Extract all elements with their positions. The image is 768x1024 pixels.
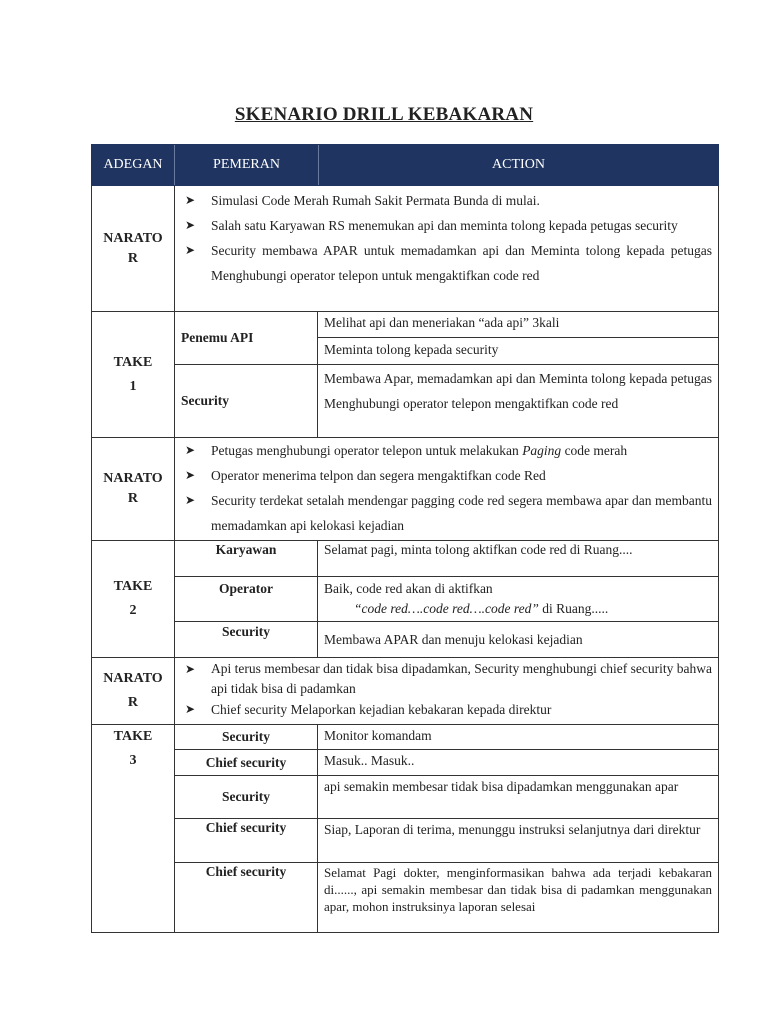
list-item: ➤ Api terus membesar dan tidak bisa dipadamkan, Security menghubungi chief security bahwa api tidak bisa di padamkan — [181, 659, 712, 699]
scene-label-narrator — [92, 186, 175, 311]
action-cell: Siap, Laporan di terima, menunggu instruksi selanjutnya dari direktur — [324, 822, 701, 837]
action-cell: Monitor komandam — [324, 728, 432, 743]
role-cell: Chief security — [175, 819, 318, 862]
table-row — [175, 776, 718, 819]
table-row — [175, 622, 718, 657]
take-1-rows — [175, 312, 718, 437]
table-row — [175, 577, 718, 622]
role-cell: Chief security — [175, 863, 318, 932]
list-item: ➤ Chief security Melaporkan kejadian kebakaran kepada direktur — [181, 699, 712, 720]
table-row — [175, 750, 718, 776]
arrowhead-bullet-icon: ➤ — [185, 218, 196, 232]
scenario-table — [91, 144, 719, 933]
arrowhead-bullet-icon: ➤ — [185, 493, 196, 507]
arrowhead-bullet-icon: ➤ — [185, 193, 196, 207]
take-2-row — [91, 541, 719, 658]
action-cell: Membawa APAR dan menuju kelokasi kejadian — [324, 632, 583, 647]
table-row — [175, 863, 718, 932]
table-row — [175, 365, 718, 437]
action-cell: Selamat Pagi dokter, menginformasikan bahwa ada terjadi kebakaran di......, api semakin membesar dan tidak bisa di padamkan menggunakan apar, mohon instruksinya laporan selesai — [324, 865, 712, 914]
header-pemeran: PEMERAN — [175, 145, 319, 185]
role-cell: Penemu API — [175, 312, 318, 364]
role-cell: Security — [175, 776, 318, 818]
arrowhead-bullet-icon: ➤ — [185, 702, 196, 716]
role-cell: Operator — [175, 577, 318, 621]
header-action: ACTION — [492, 157, 545, 172]
role-cell: Chief security — [175, 750, 318, 775]
arrowhead-bullet-icon: ➤ — [185, 443, 196, 457]
action-cell: Meminta tolong kepada security — [324, 342, 499, 357]
action-cell: Melihat api dan meneriakan “ada api” 3kali — [318, 312, 718, 338]
role-cell: Security — [175, 622, 318, 657]
header-adegan: ADEGAN — [92, 145, 175, 185]
action-cell: Baik, code red akan di aktifkan “code red….code red….code red” di Ruang..... — [324, 581, 609, 616]
action-cell: api semakin membesar tidak bisa dipadamkan menggunakan apar — [324, 779, 679, 794]
scene-label-take-1: TAKE 1 — [92, 312, 175, 437]
narrator-bullets — [175, 186, 718, 311]
arrowhead-bullet-icon: ➤ — [185, 468, 196, 482]
list-item: ➤ Simulasi Code Merah Rumah Sakit Permata Bunda di mulai. — [181, 188, 712, 213]
narrator-row-3 — [91, 658, 719, 725]
scene-label-take-3: TAKE 3 — [92, 725, 175, 932]
role-cell: Karyawan — [175, 541, 318, 576]
narrator-bullets — [175, 438, 718, 540]
table-row — [175, 541, 718, 577]
table-header — [91, 144, 719, 186]
page-title: SKENARIO DRILL KEBAKARAN — [234, 104, 534, 125]
narrator-label-part2: R — [127, 250, 139, 266]
list-item: ➤ Security terdekat setalah mendengar pagging code red segera membawa apar dan membantu memadamkan api kelokasi kejadian — [181, 488, 712, 538]
narrator-row-1 — [91, 186, 719, 312]
list-item: ➤ Operator menerima telpon dan segera mengaktifkan code Red — [181, 463, 712, 488]
list-item: ➤ Petugas menghubungi operator telepon untuk melakukan Paging code merah — [181, 438, 712, 463]
narrator-label-part1: NARATO — [103, 230, 163, 246]
arrowhead-bullet-icon: ➤ — [185, 243, 196, 257]
action-cell: Masuk.. Masuk.. — [324, 753, 415, 768]
narrator-bullets — [175, 658, 718, 724]
scene-label-narrator: NARATO R — [92, 658, 175, 724]
role-cell: Security — [175, 725, 318, 749]
list-item: ➤ Salah satu Karyawan RS menemukan api dan meminta tolong kepada petugas security — [181, 213, 712, 238]
table-row — [175, 725, 718, 750]
take-1-row — [91, 312, 719, 438]
scene-label-narrator: NARATO R — [92, 438, 175, 540]
narrator-row-2 — [91, 438, 719, 541]
role-cell: Security — [175, 365, 318, 437]
action-cell: Membawa Apar, memadamkan api dan Meminta tolong kepada petugas Menghubungi operator telepon mengaktifkan code red — [324, 371, 712, 411]
arrowhead-bullet-icon: ➤ — [185, 662, 196, 676]
take-3-row — [91, 725, 719, 933]
list-item: ➤ Security membawa APAR untuk memadamkan api dan Meminta tolong kepada petugas Menghubungi operator telepon untuk mengaktifkan code red — [181, 238, 712, 288]
action-cell: Selamat pagi, minta tolong aktifkan code red di Ruang.... — [324, 542, 633, 557]
scene-label-take-2: TAKE 2 — [92, 541, 175, 657]
table-row — [175, 819, 718, 863]
